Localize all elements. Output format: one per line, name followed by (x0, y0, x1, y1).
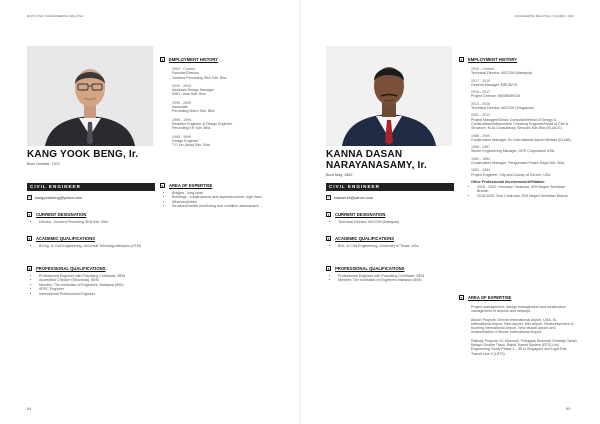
entry-role: Technical Director, AECOM (Singapore) (471, 106, 535, 111)
page-number-left: 64 (27, 406, 32, 411)
current-designation-section-right (326, 212, 454, 224)
entry-years: 2013 - 2016 (471, 101, 491, 106)
expertise-paragraph: Project management, design management and construction management of airports and railways. (471, 305, 567, 314)
employment-section-left (160, 57, 278, 62)
birth-date-left: Born October, 1971 (27, 162, 60, 166)
running-head-left: WHO'S WHO IN ENGINEERING MALAYSIA (27, 15, 84, 18)
employment-entry (471, 145, 577, 154)
entry-role: Assistant Design Manager (172, 88, 214, 93)
birth-date-right: Born May, 1962 (326, 173, 353, 177)
employment-entry (471, 67, 577, 76)
employment-entry (471, 113, 577, 130)
entry-years: 2017 - 2019 (471, 78, 491, 83)
section-number-badge: 3 (327, 266, 330, 271)
entry-years: 2000 - 2003 (172, 83, 192, 88)
expertise-section-right (459, 295, 577, 300)
email-row-left (27, 195, 82, 200)
entry-role: Project Director, MMSB/MRCB (471, 94, 520, 99)
employment-entry (471, 168, 577, 177)
entry-org: T.Y. Lin (Asia) Sdn. Bhd. (172, 143, 211, 148)
list-item: • Director, Jurutera Perunding SKA Sdn. Bhd. (39, 220, 155, 224)
entry-years: 2003 - Current (172, 67, 196, 71)
email-icon: ✉ (327, 195, 330, 199)
page-gutter (299, 0, 301, 424)
entry-role: General Manager, MRCB/CK (471, 82, 518, 87)
person-name-right (326, 149, 427, 171)
employment-entry (172, 101, 282, 114)
employment-list-right (471, 67, 577, 198)
employment-entry (172, 67, 282, 80)
email-link-left[interactable]: kangyookbeng@yahoo.com (35, 195, 83, 200)
section-number-badge: 5 (161, 183, 164, 188)
employment-entry (471, 79, 577, 88)
entry-role: Project Engineer, City and County of Denver, USA (471, 172, 551, 177)
entry-org: Jurutera Perunding SKA Sdn. Bhd. (172, 75, 228, 80)
academic-section-right (326, 236, 454, 248)
entry-years: 1988 - 2000 (471, 133, 491, 138)
list-item: • 2020 - 2022: Honorary Treasurer, IEM Negeri Sembilan Branch (477, 185, 577, 194)
section-number-badge: 5 (460, 295, 463, 300)
list-item: • B.Eng. in Civil Engineering, Universiti Teknologi Malaysia (UTM) (39, 244, 155, 248)
entry-org: Perunding Metro Sdn. Bhd. (172, 109, 216, 114)
list-item: • Technical Director, AECOM (Malaysia) (338, 220, 454, 224)
list-item: • Professional Engineer with Practising Certificate, BEM (39, 274, 155, 278)
entry-role: Associate (172, 105, 188, 110)
section-title: ACADEMIC QUALIFICATIONS (36, 236, 96, 241)
list-item: • BSc. in Civil Engineering, University of Texas, USA (338, 244, 454, 248)
entry-years: 1996 - 1999 (172, 117, 192, 122)
affiliation-subheading: Other Professional Involvement/Affiliation (471, 179, 545, 184)
entry-role: Project Manager/Senior Consultant/Head of Design & Construction/Independent Checking Engineer/Head of Civil & Structure, KLIA Consultancy Services Sdn Bhd (KLIACS) (471, 117, 569, 131)
role-bar-right: CIVIL ENGINEER (326, 183, 454, 191)
employment-entry (172, 84, 282, 97)
employment-list-left (172, 67, 282, 151)
section-number-badge: 2 (327, 236, 330, 241)
entry-years: 2019 - Current (471, 67, 495, 71)
entry-role: Construction Manager, Pengurusan Projek Daya Sdn. Bhd. (471, 161, 565, 166)
section-title: EMPLOYMENT HISTORY (468, 57, 518, 62)
section-title: AREA OF EXPERTISE (169, 183, 213, 188)
employment-entry (471, 102, 577, 111)
entry-role: Senior Engineering Manager, URS Corporation USA (471, 149, 555, 154)
section-title: CURRENT DESIGNATION (335, 212, 386, 217)
list-item: • 2018-2020: Vice Chairman, IEM Negeri Sembilan Branch (477, 194, 577, 198)
section-number-badge: 3 (28, 266, 31, 271)
professional-section-right (326, 266, 454, 283)
entry-org: NHD - Asia Sdn. Bhd. (172, 92, 207, 97)
expertise-paragraph: Railway Projects: KL Monorail, Putrajaya Monorail, Keretapi Tanah Melayu Double Track, Rapid Transit System (RTS) Link Engineering Study Phase 1 - JB to Singapore and Light Rail Transit Line 3 (LRT3). (471, 338, 577, 356)
section-number-badge: 2 (28, 236, 31, 241)
employment-section-right (459, 57, 577, 62)
entry-role: Design Engineer (172, 138, 199, 143)
section-title: PROFESSIONAL QUALIFICATIONS (36, 266, 106, 271)
list-item: • Professional Engineer with Practising Certificate, BEM (338, 274, 454, 278)
professional-section-left (27, 266, 155, 296)
section-number-badge: 1 (28, 212, 31, 217)
portrait-kang-yook-beng (27, 46, 153, 146)
section-number-badge: 4 (460, 57, 463, 62)
section-number-badge: 4 (161, 57, 164, 62)
page-number-right: 65 (566, 406, 571, 411)
entry-years: 1999 - 2000 (172, 100, 192, 105)
entry-years: 2001 - 2013 (471, 113, 491, 118)
employment-entry (172, 135, 282, 148)
entry-role: Founder/Director (172, 71, 199, 76)
entry-years: 1985 - 1987 (471, 145, 491, 150)
entry-role: Construction Manager, KL International Airport Berhad (KLIAB) (471, 137, 571, 142)
entry-org: Perunding KH Sdn. Bhd. (172, 126, 212, 131)
list-item: • Wharves/jetties (172, 200, 278, 204)
entry-years: 2016 - 2017 (471, 90, 491, 95)
employment-entry (471, 157, 577, 166)
person-name-right-line2: NARAYANASAMY, Ir. (326, 160, 428, 171)
expertise-text-right (471, 305, 577, 360)
list-item: • Buildings - substructures and superstructures; high rises (172, 195, 278, 199)
entry-years: 1984 - 1984 (471, 156, 491, 161)
section-title: AREA OF EXPERTISE (468, 295, 512, 300)
list-item: • Member, The Institution of Engineers, Malaysia (IEM) (39, 283, 155, 287)
employment-entry (471, 134, 577, 143)
portrait-photo-left (27, 46, 153, 146)
portrait-kanna-dasan-narayanasamy (326, 46, 452, 146)
person-name-left: KANG YOOK BENG, Ir. (27, 149, 139, 160)
entry-role: Technical Director, AECOM (Malaysia) (471, 71, 532, 76)
email-icon: ✉ (28, 195, 31, 199)
expertise-section-left (160, 183, 278, 209)
entry-years: 1995 - 1996 (172, 134, 192, 139)
role-bar-left: CIVIL ENGINEER (27, 183, 155, 191)
list-item: • Member, The Institution of Engineers Malaysia (IEM) (338, 278, 454, 282)
list-item: • APEC Engineer (39, 287, 155, 291)
section-title: PROFESSIONAL QUALIFICATIONS (335, 266, 405, 271)
list-item: • International Professional Engineer (39, 292, 155, 296)
academic-section-left (27, 236, 155, 248)
list-item: • Structural health monitoring and condition assessment (172, 204, 278, 208)
list-item: • Accredited Checker (Structural), BEM (39, 278, 155, 282)
employment-entry (172, 118, 282, 131)
section-title: EMPLOYMENT HISTORY (169, 57, 219, 62)
current-designation-section-left (27, 212, 155, 224)
section-title: CURRENT DESIGNATION (36, 212, 87, 217)
email-link-right[interactable]: kdasan18@yahoo.com (334, 195, 373, 200)
running-head-right: ENGINEERING MALAYSIA | VOLUME 1 2022 (515, 15, 574, 18)
employment-entry (471, 90, 577, 99)
entry-years: 1983 - 1984 (471, 168, 491, 173)
entry-role: Resident Engineer & Design Engineer (172, 121, 233, 126)
list-item: • Bridges - long span (172, 191, 278, 195)
person-name-right-line1: KANNA DASAN (326, 149, 403, 160)
section-number-badge: 1 (327, 212, 330, 217)
email-row-right (326, 195, 373, 200)
portrait-photo-right (326, 46, 452, 146)
section-title: ACADEMIC QUALIFICATIONS (335, 236, 395, 241)
expertise-paragraph: Airport Projects: Denver International Airport, USA, KL International Airport, New Airport, Mid-Airport, Redevelopment of Kuching International Airport, New Mukah Airport and modernisation of Brunei International Airport. (471, 317, 574, 335)
